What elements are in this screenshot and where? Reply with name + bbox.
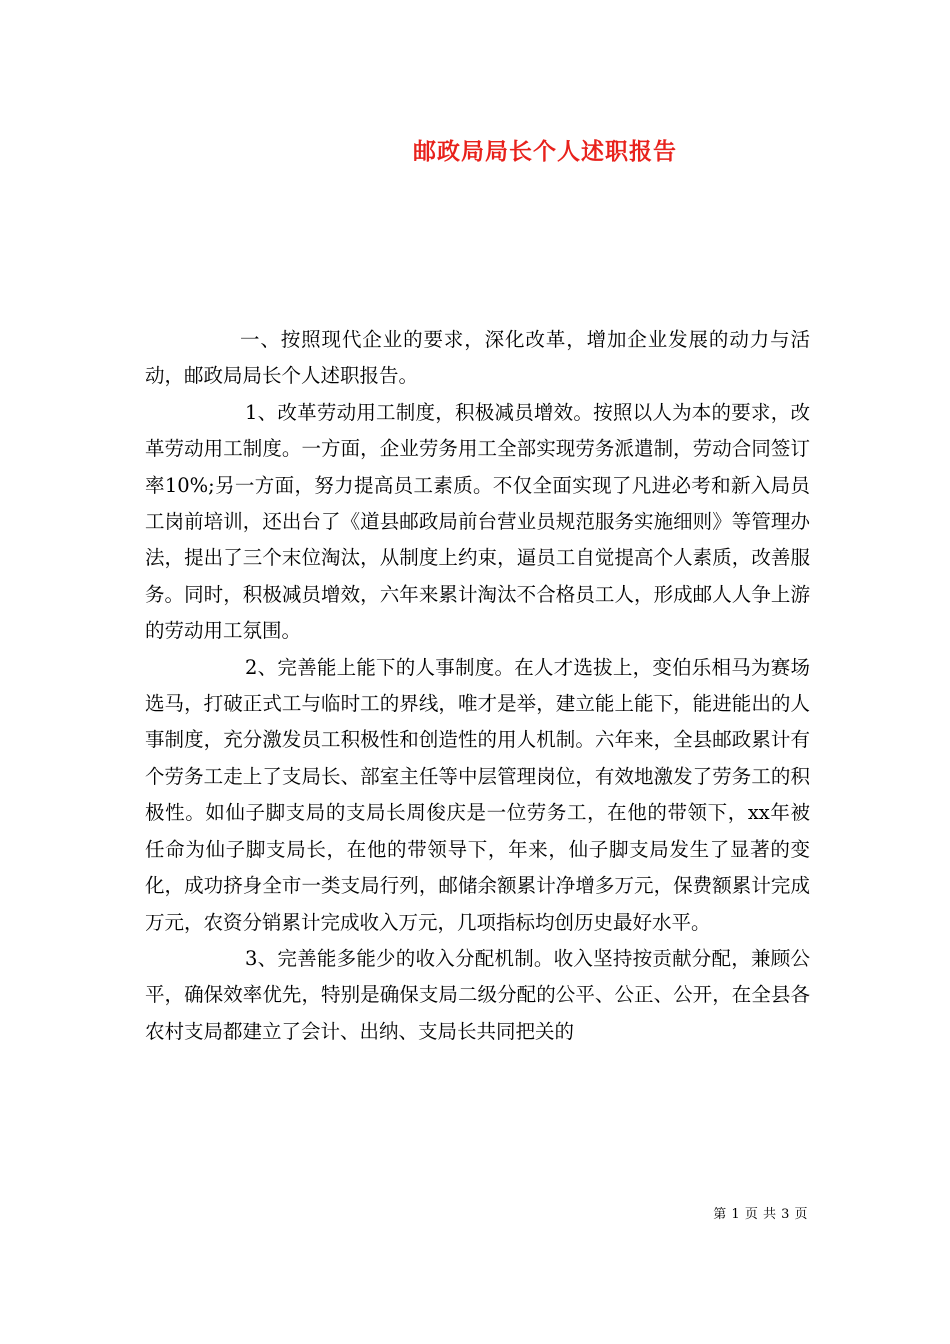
document-title: 邮政局局长个人述职报告 [413,138,677,165]
paragraph-item-three: 3、完善能多能少的收入分配机制。收入坚持按贡献分配，兼顾公平，确保效率优先，特别是确保支局二级分配的公平、公正、公开，在全县各农村支局都建立了会计、出纳、支局长共同把关的 [145,946,810,1043]
paragraph-item-two: 2、完善能上能下的人事制度。在人才选拔上，变伯乐相马为赛场选马，打破正式工与临时工的界线，唯才是举，建立能上能下，能进能出的人事制度，充分激发员工积极性和创造性的用人机制。六年来，全县邮政累计有个劳务工走上了支局长、部室主任等中层管理岗位，有效地激发了劳务工的积极性。如仙子脚支局的支局长周俊庆是一位劳务工，在他的带领下，xx年被任命为仙子脚支局长，在他的带领导下，年来，仙子脚支局发生了显著的变化，成功挤身全市一类支局行列，邮储余额累计净增多万元，保费额累计完成万元，农资分销累计完成收入万元，几项指标均创历史最好水平。 [145,655,810,934]
paragraph-item-one: 1、改革劳动用工制度，积极减员增效。按照以人为本的要求，改革劳动用工制度。一方面，企业劳务用工全部实现劳务派遣制，劳动合同签订率10%;另一方面，努力提高员工素质。不仅全面实现了凡进必考和新入局员工岗前培训，还出台了《道县邮政局前台营业员规范服务实施细则》等管理办法，提出了三个末位淘汰，从制度上约束，逼员工自觉提高个人素质，改善服务。同时，积极减员增效，六年来累计淘汰不合格员工人，形成邮人人争上游的劳动用工氛围。 [145,400,810,643]
paragraph-section-one: 一、按照现代企业的要求，深化改革，增加企业发展的动力与活动，邮政局局长个人述职报告。 [145,328,810,388]
page-footer: 第 1 页 共 3 页 [713,1207,808,1222]
document-body [145,322,810,1050]
